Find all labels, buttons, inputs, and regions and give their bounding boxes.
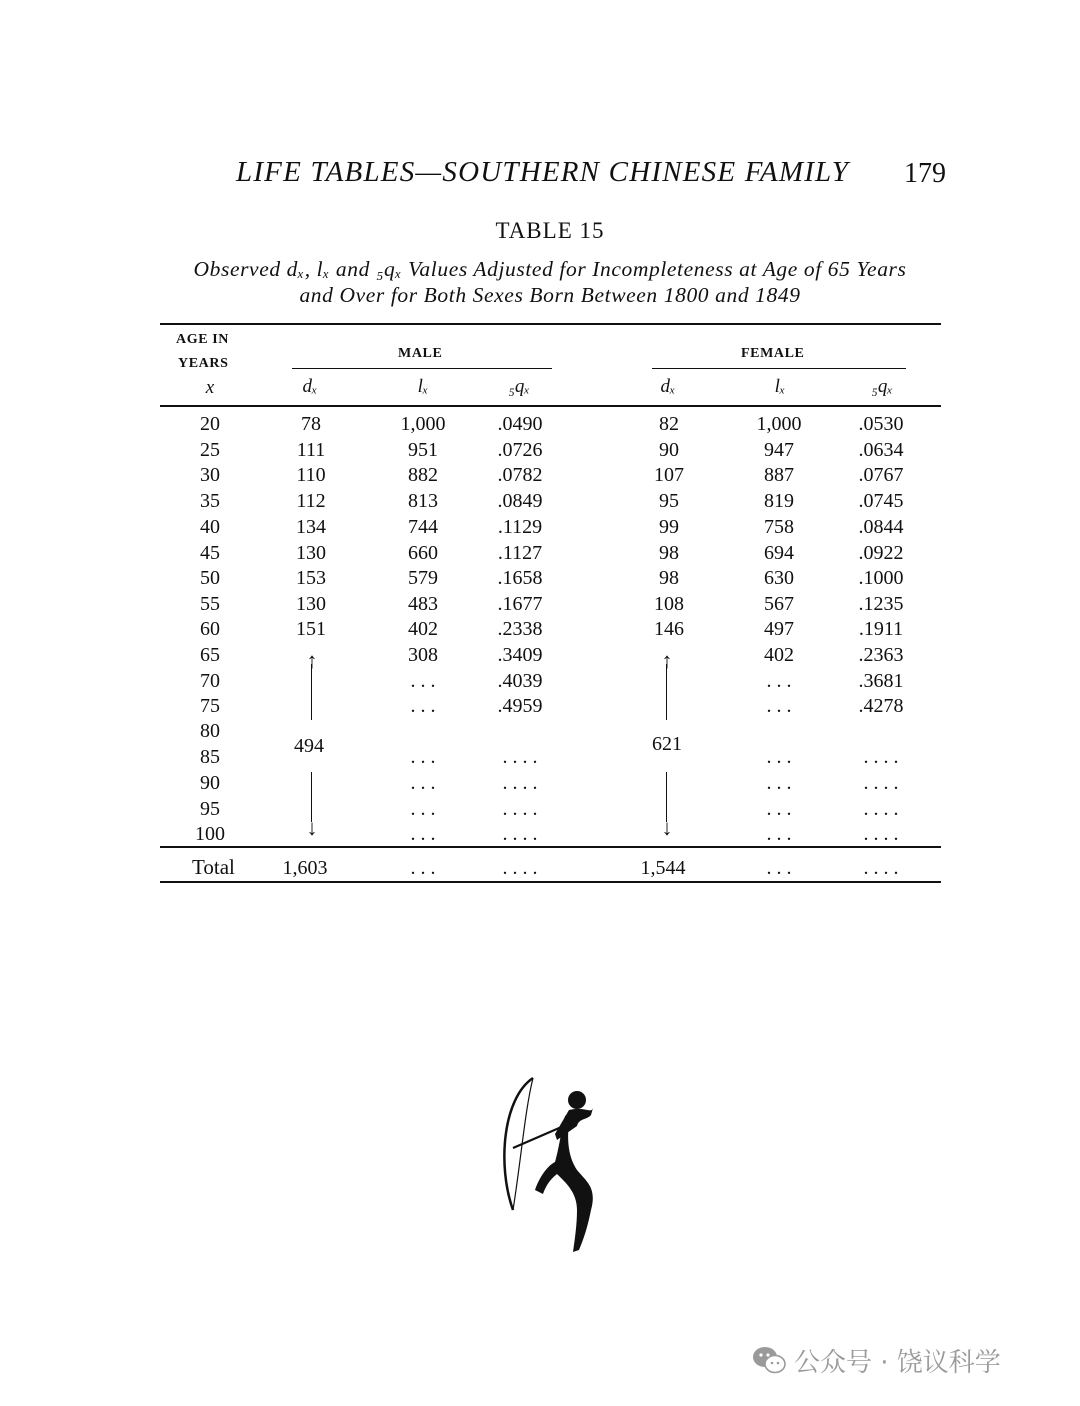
cell-female-l: 758	[764, 516, 794, 538]
cell-age: 20	[200, 413, 220, 435]
bottom-rule	[160, 881, 941, 883]
cell-male-q: .0849	[497, 490, 543, 512]
cell-male-q: .2338	[497, 618, 543, 640]
cell-female-l: 497	[764, 618, 794, 640]
cell-female-l: 947	[764, 439, 794, 461]
cell-male-l: 813	[408, 490, 438, 512]
cell-male-l: 660	[408, 542, 438, 564]
cell-female-q: .4278	[858, 695, 904, 717]
total-female-l: . . .	[766, 857, 792, 879]
cell-female-l: 567	[764, 593, 794, 615]
cell-female-l: 694	[764, 542, 794, 564]
female-l-header: lₓ	[774, 376, 786, 397]
cell-female-q: .1000	[858, 567, 904, 589]
cell-male-q: . . . .	[502, 746, 538, 768]
running-head	[236, 156, 946, 196]
female-d-header: dₓ	[660, 376, 676, 397]
cell-male-l: . . .	[410, 823, 436, 845]
watermark	[752, 1340, 1001, 1380]
cell-female-q: .2363	[858, 644, 904, 666]
cell-female-d: 146	[654, 618, 684, 640]
cell-male-q: . . . .	[502, 823, 538, 845]
cell-male-l: 308	[408, 644, 438, 666]
cell-male-l: . . .	[410, 798, 436, 820]
cell-female-d: 99	[659, 516, 679, 538]
female-rule	[652, 368, 906, 369]
total-male-d: 1,603	[282, 857, 328, 879]
cell-age: 30	[200, 464, 220, 486]
cell-female-d: 98	[659, 542, 679, 564]
cell-male-l: 1,000	[400, 413, 446, 435]
cell-female-q: .1911	[858, 618, 904, 640]
watermark-text: 公众号 · 饶议科学	[794, 1347, 1001, 1378]
cell-female-l: 1,000	[756, 413, 802, 435]
cell-female-l: . . .	[766, 695, 792, 717]
cell-female-l: . . .	[766, 772, 792, 794]
cell-male-d: 151	[296, 618, 326, 640]
cell-age: 70	[200, 670, 220, 692]
female-q-header: ₅qₓ	[871, 376, 893, 397]
cell-female-l: . . .	[766, 798, 792, 820]
cell-male-l: . . .	[410, 746, 436, 768]
caption-line-2: and Over for Both Sexes Born Between 1800 and 1849	[299, 283, 801, 307]
male-header: MALE	[398, 346, 443, 361]
cell-male-l: . . .	[410, 695, 436, 717]
top-rule	[160, 323, 941, 325]
cell-male-d: 110	[296, 464, 326, 486]
female-arrow-line-top	[666, 664, 667, 720]
cell-female-q: .0844	[858, 516, 904, 538]
cell-male-l: . . .	[410, 772, 436, 794]
cell-age: 35	[200, 490, 220, 512]
cell-male-l: 744	[408, 516, 438, 538]
cell-age: 80	[200, 720, 220, 742]
cell-male-d: 130	[296, 593, 326, 615]
cell-male-d: 134	[296, 516, 326, 538]
cell-male-d: 111	[296, 439, 326, 461]
female-span-value: 621	[652, 733, 682, 755]
cell-female-l: . . .	[766, 670, 792, 692]
total-female-q: . . . .	[863, 857, 899, 879]
cell-age: 60	[200, 618, 220, 640]
cell-male-q: . . . .	[502, 772, 538, 794]
cell-female-l: . . .	[766, 746, 792, 768]
cell-male-q: .1677	[497, 593, 543, 615]
cell-female-l: 819	[764, 490, 794, 512]
male-rule	[292, 368, 552, 369]
cell-female-l: 630	[764, 567, 794, 589]
cell-male-l: 483	[408, 593, 438, 615]
cell-age: 65	[200, 644, 220, 666]
caption-line-1: Observed dₓ, lₓ and ₅qₓ Values Adjusted for Incompleteness at Age of 65 Years	[193, 257, 907, 281]
cell-age: 95	[200, 798, 220, 820]
cell-male-d: 130	[296, 542, 326, 564]
cell-female-q: .3681	[858, 670, 904, 692]
archer-figure-icon	[495, 1070, 615, 1260]
cell-female-d: 98	[659, 567, 679, 589]
male-arrow-line-top	[311, 664, 312, 720]
cell-female-q: .0922	[858, 542, 904, 564]
cell-female-q: .0745	[858, 490, 904, 512]
cell-male-d: 78	[301, 413, 321, 435]
cell-female-d: 95	[659, 490, 679, 512]
cell-male-d: 112	[296, 490, 326, 512]
cell-male-q: .4959	[497, 695, 543, 717]
age-symbol: x	[205, 377, 215, 398]
cell-female-l: . . .	[766, 823, 792, 845]
cell-female-d: 107	[654, 464, 684, 486]
cell-male-q: .0726	[497, 439, 543, 461]
cell-female-q: .0530	[858, 413, 904, 435]
cell-female-q: . . . .	[863, 823, 899, 845]
cell-male-q: .4039	[497, 670, 543, 692]
cell-age: 55	[200, 593, 220, 615]
cell-male-q: .1658	[497, 567, 543, 589]
cell-male-d: 153	[296, 567, 326, 589]
table-caption	[160, 256, 940, 308]
age-header-line1: AGE IN	[176, 332, 229, 347]
male-l-header: lₓ	[417, 376, 429, 397]
cell-male-l: 579	[408, 567, 438, 589]
cell-male-l: . . .	[410, 670, 436, 692]
cell-female-q: . . . .	[863, 772, 899, 794]
cell-male-q: .3409	[497, 644, 543, 666]
cell-age: 25	[200, 439, 220, 461]
cell-age: 85	[200, 746, 220, 768]
cell-male-q: .1129	[497, 516, 543, 538]
cell-female-l: 887	[764, 464, 794, 486]
cell-male-l: 951	[408, 439, 438, 461]
cell-age: 40	[200, 516, 220, 538]
cell-male-q: .0782	[497, 464, 543, 486]
cell-female-d: 108	[654, 593, 684, 615]
age-header-line2: YEARS	[178, 356, 229, 371]
cell-male-l: 882	[408, 464, 438, 486]
cell-age: 100	[195, 823, 225, 845]
female-header: FEMALE	[741, 346, 805, 361]
cell-age: 75	[200, 695, 220, 717]
female-arrow-up-icon: ↑	[661, 648, 673, 673]
cell-age: 45	[200, 542, 220, 564]
cell-male-q: .0490	[497, 413, 543, 435]
page-number: 179	[904, 158, 946, 189]
cell-male-q: . . . .	[502, 798, 538, 820]
cell-female-q: .1235	[858, 593, 904, 615]
total-male-l: . . .	[410, 857, 436, 879]
total-rule	[160, 846, 941, 848]
running-title: LIFE TABLES—SOUTHERN CHINESE FAMILY	[236, 156, 850, 188]
cell-female-q: . . . .	[863, 798, 899, 820]
cell-female-q: .0634	[858, 439, 904, 461]
total-label: Total	[192, 855, 235, 879]
cell-male-l: 402	[408, 618, 438, 640]
male-arrow-down-icon: ↓	[306, 815, 318, 840]
male-q-header: ₅qₓ	[508, 376, 530, 397]
cell-female-l: 402	[764, 644, 794, 666]
cell-female-q: . . . .	[863, 746, 899, 768]
cell-female-q: .0767	[858, 464, 904, 486]
male-arrow-up-icon: ↑	[306, 648, 318, 673]
cell-age: 90	[200, 772, 220, 794]
header-rule	[160, 405, 941, 407]
cell-female-d: 90	[659, 439, 679, 461]
cell-male-q: .1127	[497, 542, 543, 564]
male-span-value: 494	[294, 735, 324, 757]
cell-age: 50	[200, 567, 220, 589]
total-male-q: . . . .	[502, 857, 538, 879]
total-female-d: 1,544	[640, 857, 686, 879]
female-arrow-down-icon: ↓	[661, 815, 673, 840]
table-title: TABLE 15	[495, 218, 605, 243]
cell-female-d: 82	[659, 413, 679, 435]
male-d-header: dₓ	[302, 376, 318, 397]
wechat-icon	[752, 1345, 786, 1375]
